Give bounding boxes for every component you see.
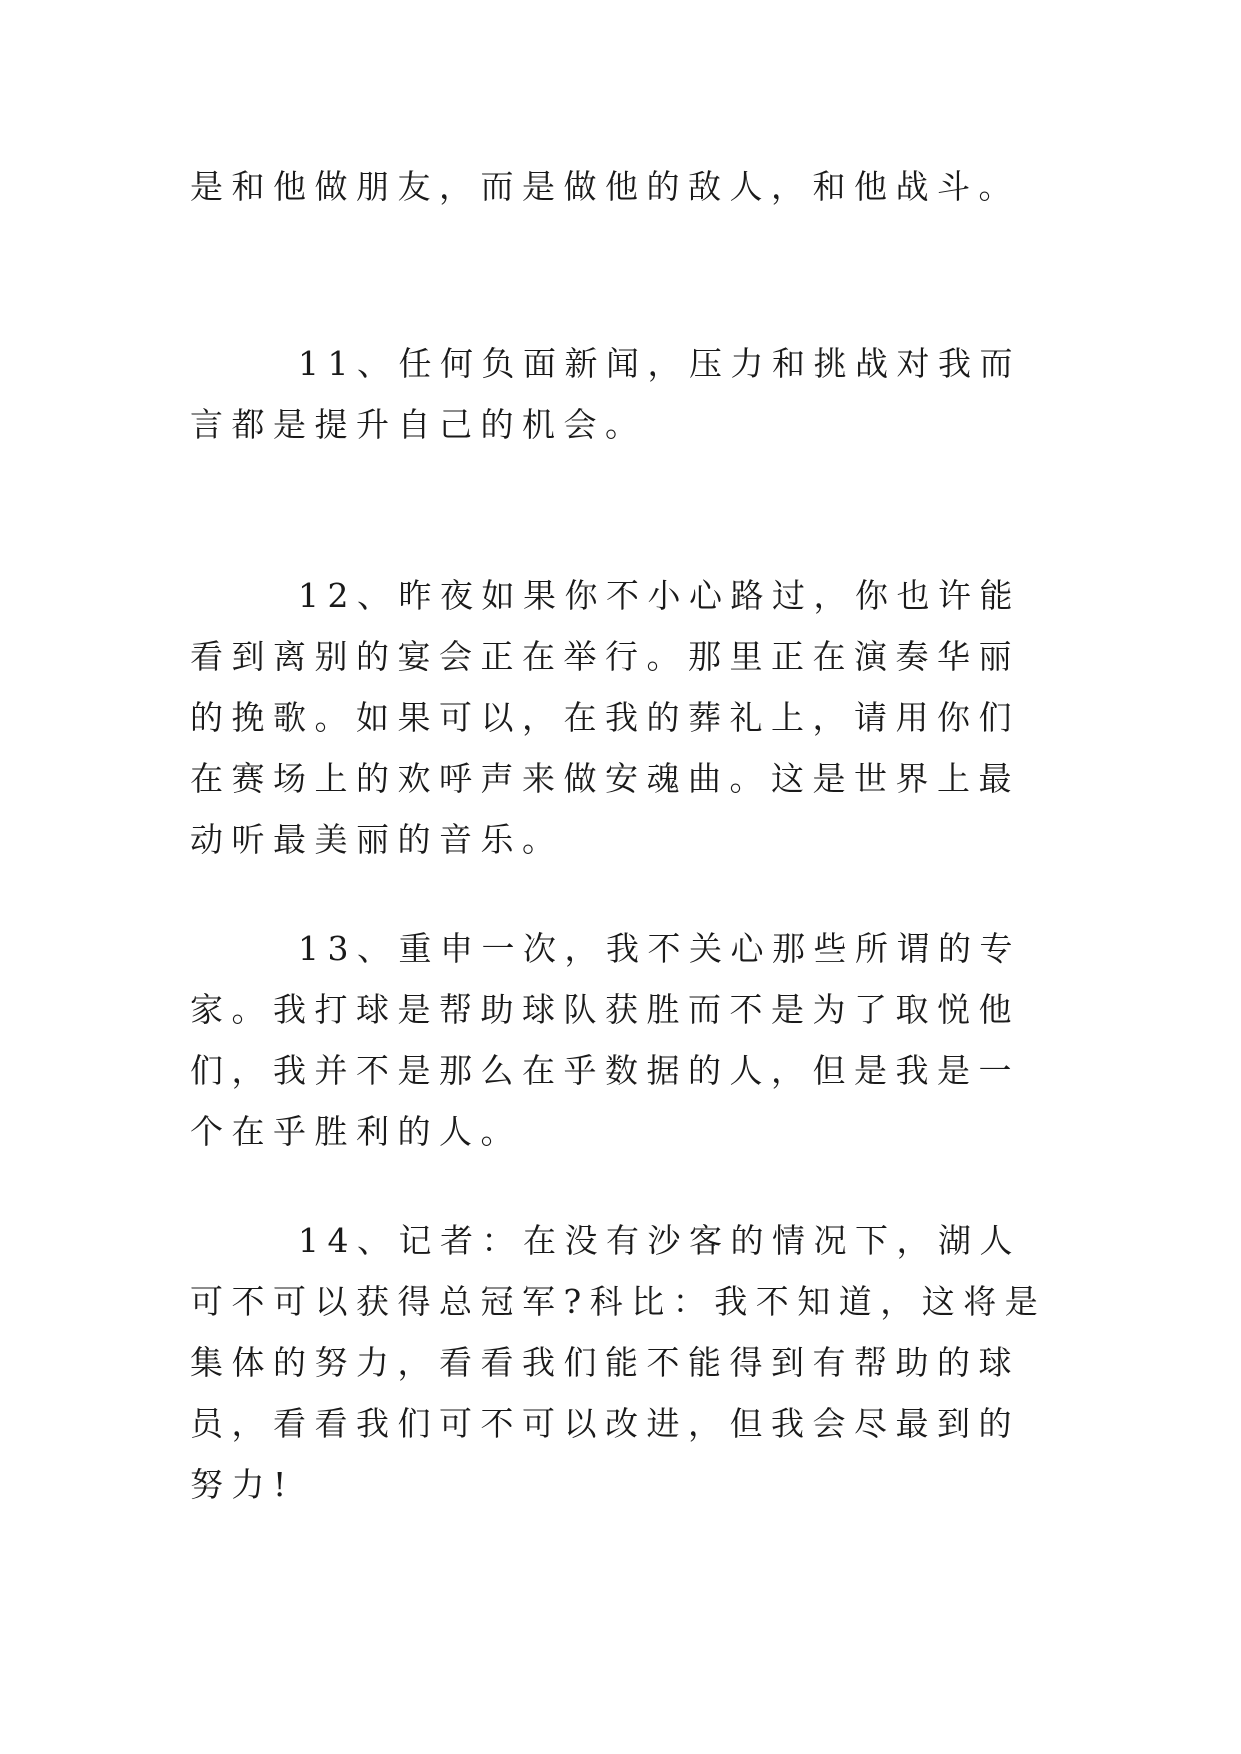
paragraph-item-12: 12、昨夜如果你不小心路过，你也许能看到离别的宴会正在举行。那里正在演奏华丽的挽歌。如果可以，在我的葬礼上，请用你们在赛场上的欢呼声来做安魂曲。这是世界上最动听最美丽的音乐。: [190, 576, 1021, 859]
paragraph-continuation: 是和他做朋友，而是做他的敌人，和他战斗。: [190, 167, 1020, 206]
paragraph-item-11: 11、任何负面新闻，压力和挑战对我而言都是提升自己的机会。: [190, 344, 1021, 444]
paragraph-item-13: 13、重申一次，我不关心那些所谓的专家。我打球是帮助球队获胜而不是为了取悦他们，我并不是那么在乎数据的人，但是我是一个在乎胜利的人。: [190, 929, 1021, 1151]
paragraph-item-14: 14、记者：在没有沙客的情况下，湖人可不可以获得总冠军?科比：我不知道，这将是集体的努力，看看我们能不能得到有帮助的球员，看看我们可不可以改进，但我会尽最到的努力!: [190, 1221, 1047, 1504]
